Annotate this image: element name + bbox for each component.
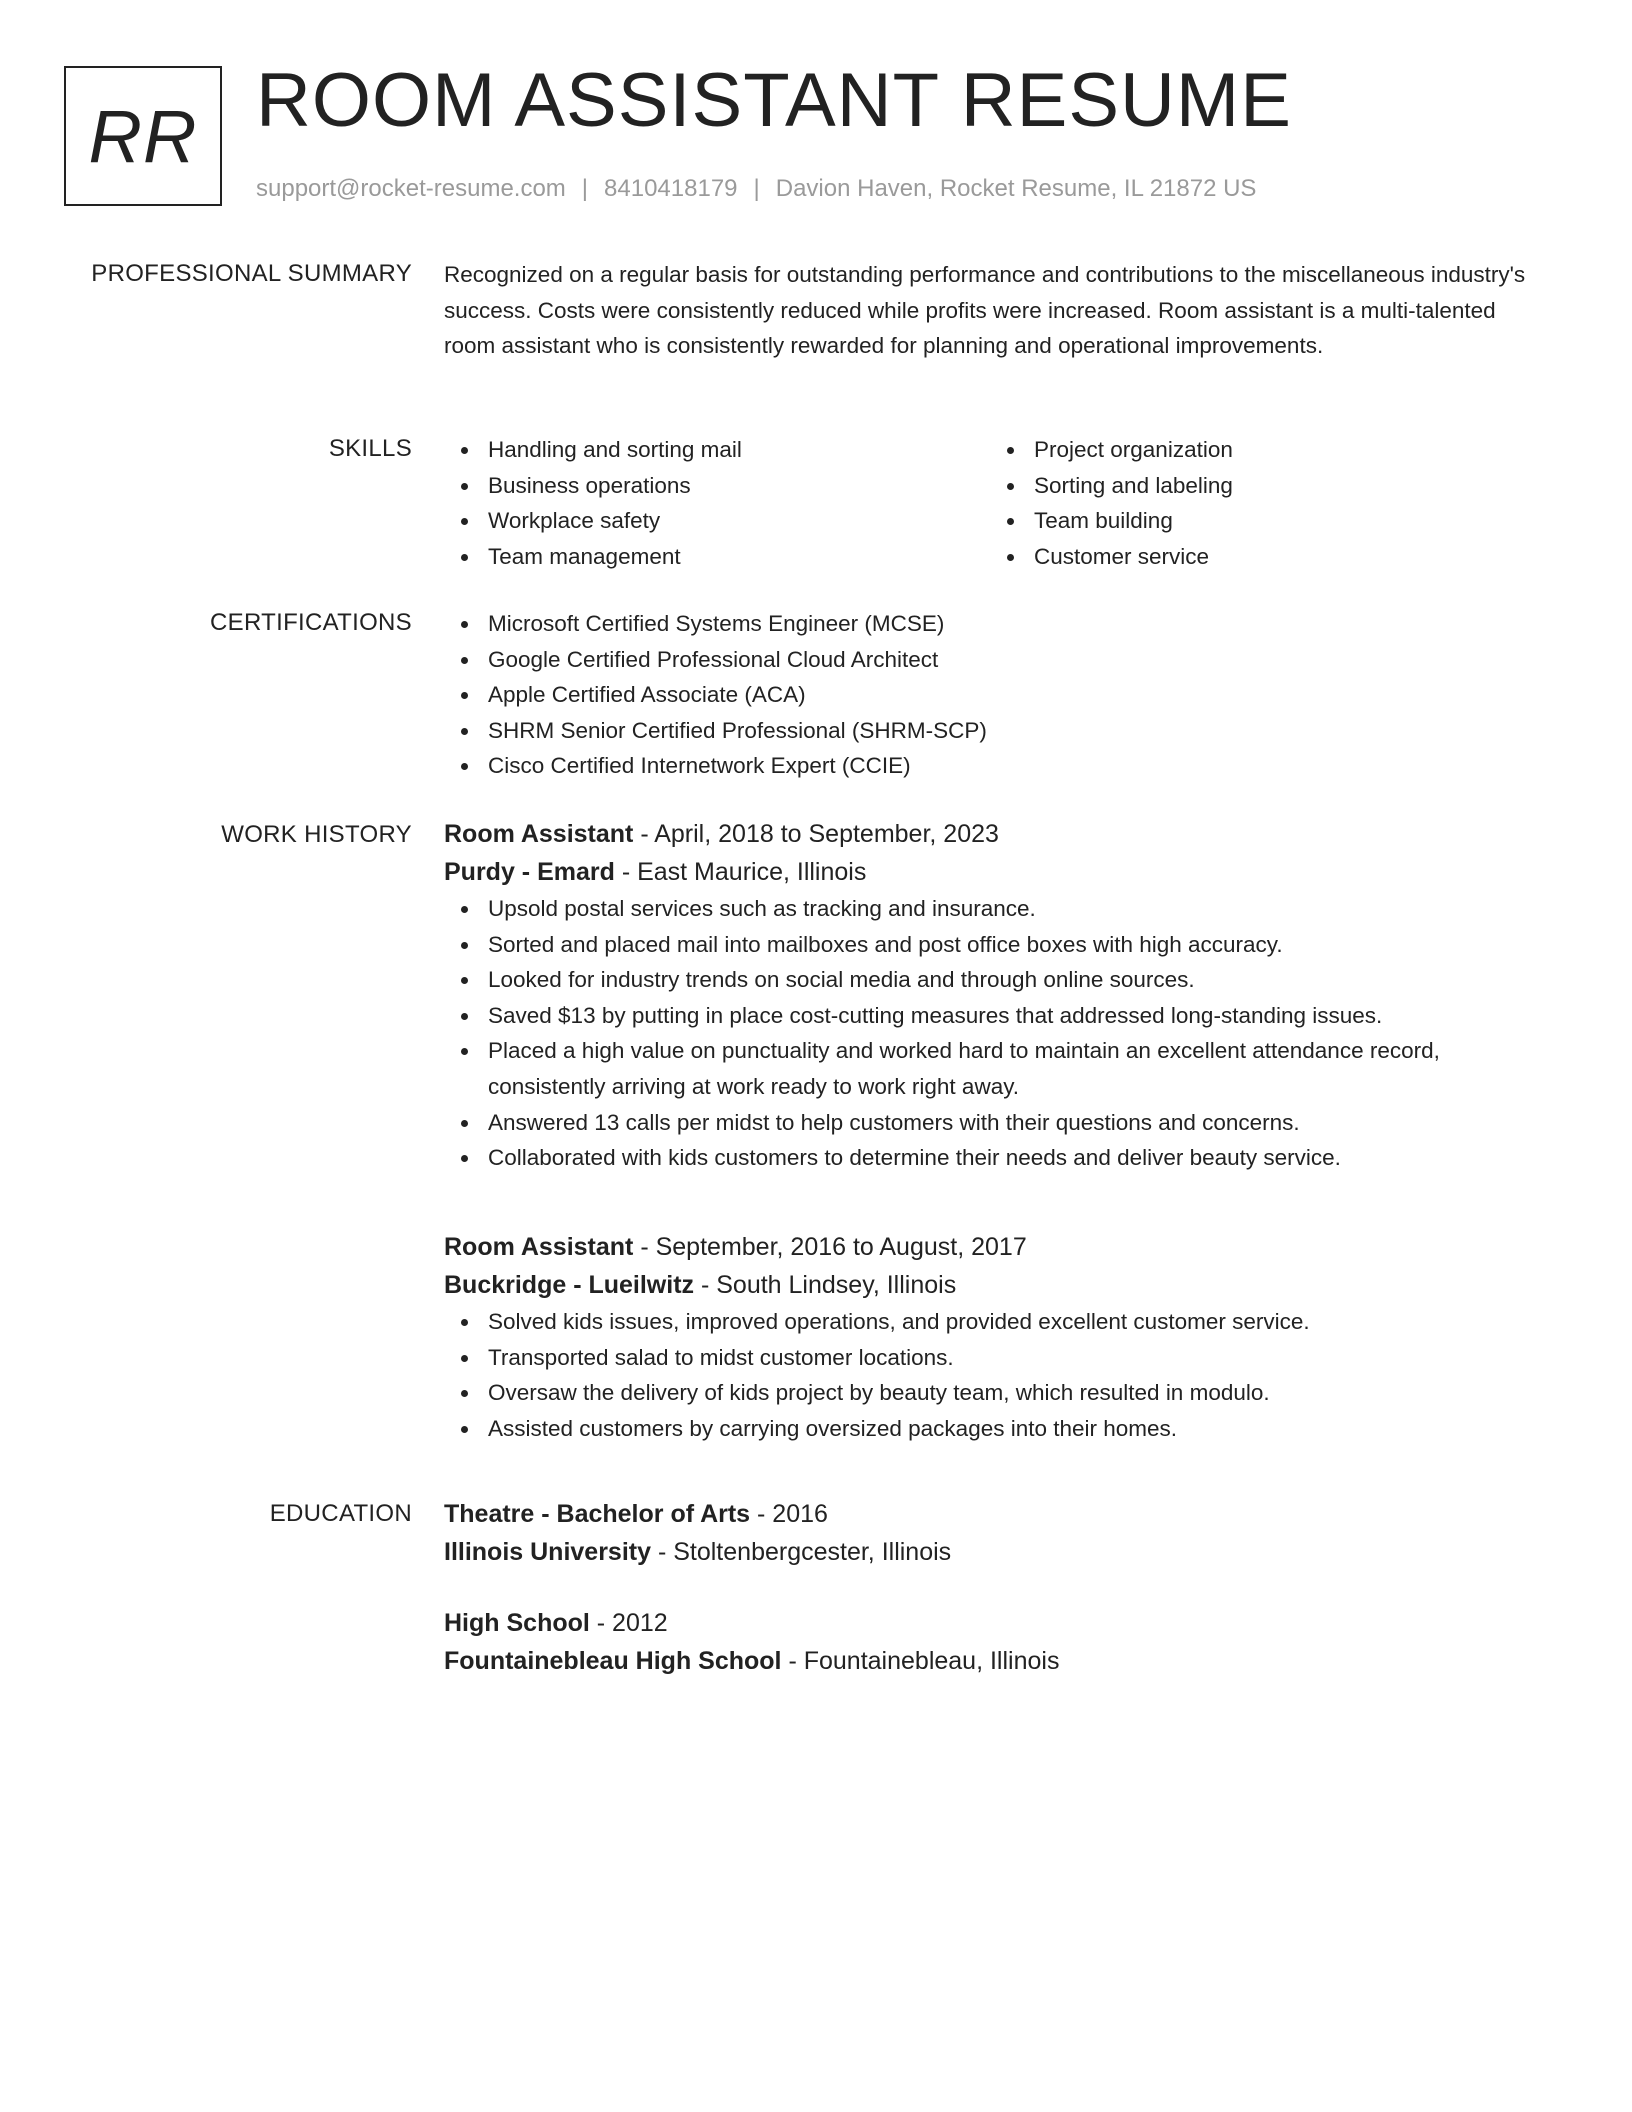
certification-item: Apple Certified Associate (ACA) [444,677,1544,713]
job-bullets [444,1304,1544,1446]
job-dates: - April, 2018 to September, 2023 [633,820,999,848]
contact-address: Davion Haven, Rocket Resume, IL 21872 US [775,175,1257,202]
job-bullet: Answered 13 calls per midst to help customers with their questions and concerns. [444,1105,1544,1141]
monogram-logo: RR [64,66,222,206]
contact-separator: | [581,175,589,202]
skills-column-left [444,432,990,574]
job-bullets [444,891,1544,1176]
education-degree: High School [444,1609,590,1637]
education-degree-line [444,1604,1544,1642]
skill-item: Project organization [990,432,1490,468]
job-location: - East Maurice, Illinois [614,858,867,886]
resume-title: ROOM ASSISTANT RESUME [256,58,1292,143]
job-bullet: Placed a high value on punctuality and worked hard to maintain an excellent attendance record, consistently arriving at work ready to work right away. [444,1033,1544,1104]
skills-column-right [990,432,1490,574]
job-title: Room Assistant [444,820,634,848]
job-title: Room Assistant [444,1233,634,1261]
education-entry [444,1495,1544,1571]
summary-text: Recognized on a regular basis for outstanding performance and contributions to the miscellaneous industry's success. Costs were consistently reduced while profits were increased. Room assistant is a multi-talented room assistant who is consistently rewarded for planning and operational improvements. [444,262,1526,359]
contact-email[interactable]: support@rocket-resume.com [256,175,566,202]
skill-item: Workplace safety [444,503,990,539]
education-entry [444,1604,1544,1680]
education-year: - 2016 [750,1500,828,1528]
skills-list [444,432,1544,574]
education-school: Illinois University [444,1538,652,1566]
contact-phone[interactable]: 8410418179 [604,175,738,202]
skill-item: Handling and sorting mail [444,432,990,468]
education-degree-line [444,1495,1544,1533]
job-bullet: Transported salad to midst customer locations. [444,1340,1544,1376]
job-title-line [444,815,1544,853]
summary-heading: PROFESSIONAL SUMMARY [91,260,412,287]
certification-item: Microsoft Certified Systems Engineer (MCSE) [444,606,1544,642]
certifications-list [444,606,1544,784]
education-location: - Stoltenbergcester, Illinois [651,1538,952,1566]
education-degree: Theatre - Bachelor of Arts [444,1500,751,1528]
skill-item: Customer service [990,539,1490,575]
job-bullet: Sorted and placed mail into mailboxes and post office boxes with high accuracy. [444,927,1544,963]
contact-line [256,174,1256,204]
skills-heading: SKILLS [328,435,412,462]
job-bullet: Solved kids issues, improved operations, and provided excellent customer service. [444,1304,1544,1340]
job-entry [444,815,1544,1176]
certification-item: Cisco Certified Internetwork Expert (CCIE) [444,748,1544,784]
job-title-line [444,1228,1544,1266]
job-dates: - September, 2016 to August, 2017 [633,1233,1027,1261]
education-school: Fountainebleau High School [444,1647,782,1675]
job-bullet: Collaborated with kids customers to determine their needs and deliver beauty service. [444,1140,1544,1176]
job-bullet: Saved $13 by putting in place cost-cutting measures that addressed long-standing issues. [444,998,1544,1034]
skill-item: Business operations [444,468,990,504]
education-year: - 2012 [589,1609,668,1637]
job-bullet: Looked for industry trends on social media and through online sources. [444,962,1544,998]
job-bullet: Assisted customers by carrying oversized packages into their homes. [444,1411,1544,1447]
skill-item: Sorting and labeling [990,468,1490,504]
job-entry [444,1228,1544,1446]
job-bullet: Upsold postal services such as tracking and insurance. [444,891,1544,927]
skill-item: Team management [444,539,990,575]
contact-separator: | [753,175,760,202]
work-history-heading: WORK HISTORY [221,821,412,848]
certification-item: Google Certified Professional Cloud Architect [444,642,1544,678]
education-heading: EDUCATION [269,1500,412,1527]
education-school-line [444,1642,1544,1680]
job-company-line [444,853,1544,891]
job-company: Purdy - Emard [444,858,615,886]
job-company: Buckridge - Lueilwitz [444,1271,695,1299]
job-company-line [444,1266,1544,1304]
education-location: - Fountainebleau, Illinois [781,1647,1060,1675]
job-location: - South Lindsey, Illinois [694,1271,957,1299]
skill-item: Team building [990,503,1490,539]
education-school-line [444,1533,1544,1571]
job-bullet: Oversaw the delivery of kids project by beauty team, which resulted in modulo. [444,1375,1544,1411]
certifications-heading: CERTIFICATIONS [210,609,412,636]
certification-item: SHRM Senior Certified Professional (SHRM-SCP) [444,713,1544,749]
